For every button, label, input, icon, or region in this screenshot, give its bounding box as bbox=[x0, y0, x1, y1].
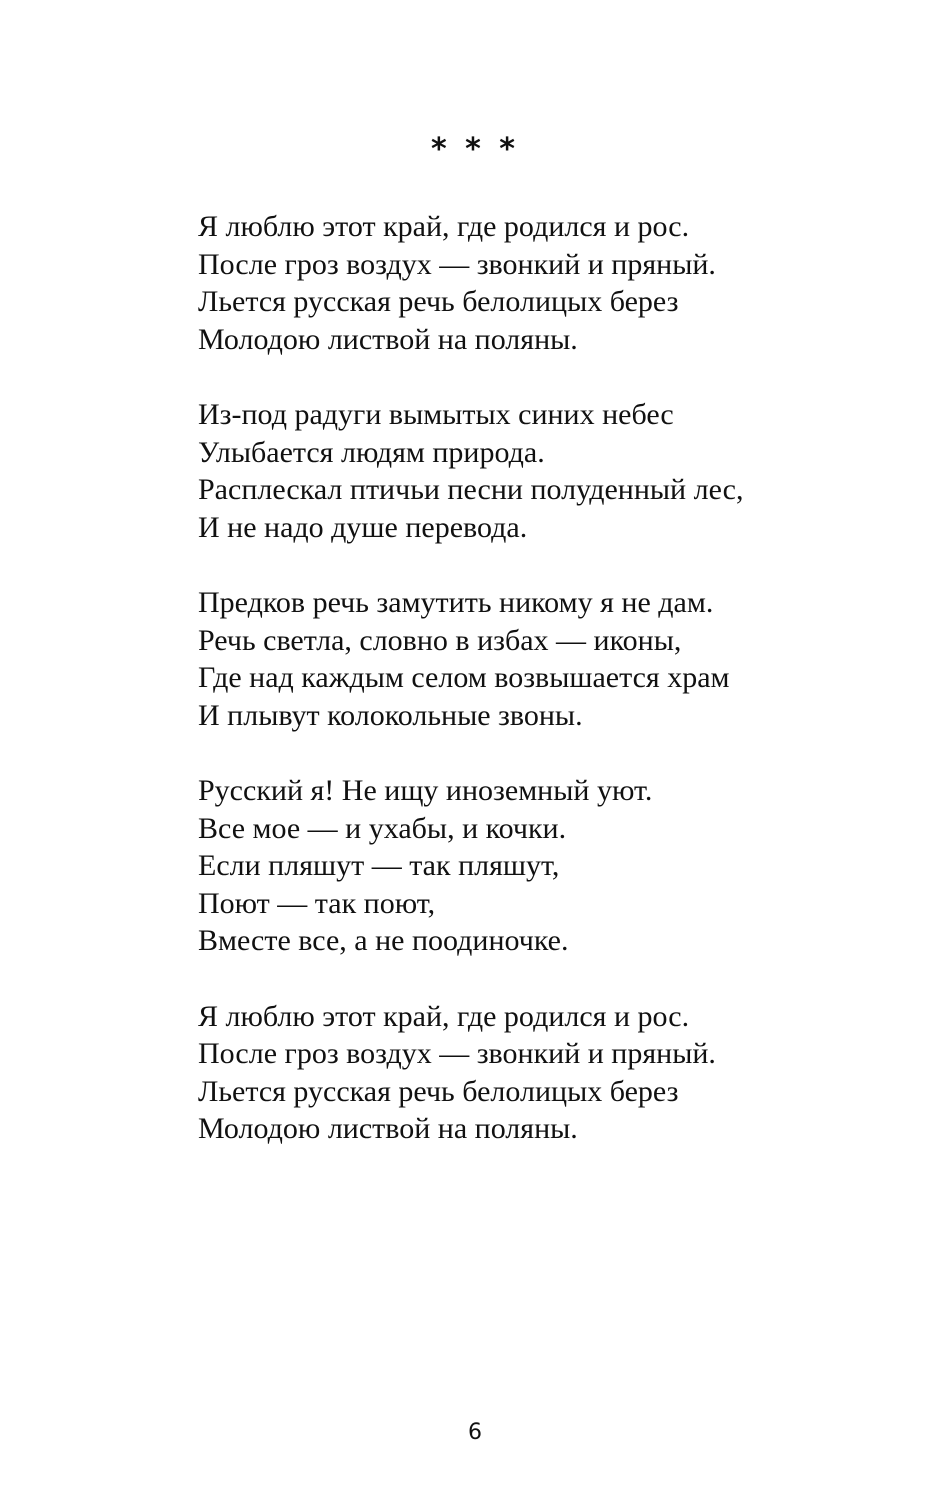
stanza bbox=[198, 208, 918, 358]
poem bbox=[198, 208, 918, 1186]
section-divider: * * * bbox=[431, 132, 519, 167]
poem-line: После гроз воздух — звонкий и пряный. bbox=[198, 247, 716, 281]
poem-line: Молодою листвой на поляны. bbox=[198, 322, 578, 356]
stanza bbox=[198, 584, 918, 734]
poem-line: Расплескал птичьи песни полуденный лес, bbox=[198, 473, 744, 506]
poem-line: И не надо душе перевода. bbox=[198, 510, 528, 544]
poem-line: Из-под радуги вымытых синих небес bbox=[198, 398, 674, 431]
poem-line: Улыбается людям природа. bbox=[198, 435, 545, 469]
poem-line: Вместе все, а не поодиночке. bbox=[198, 924, 569, 957]
poem-line: Молодою листвой на поляны. bbox=[198, 1112, 578, 1145]
poem-line: Русский я! Не ищу иноземный уют. bbox=[198, 774, 653, 807]
page-number: 6 bbox=[468, 1420, 482, 1445]
poem-line: Если пляшут — так пляшут, bbox=[198, 849, 560, 882]
poem-line: Где над каждым селом возвышается храм bbox=[198, 661, 730, 694]
stanza bbox=[198, 998, 918, 1148]
poem-line: Я люблю этот край, где родился и рос. bbox=[198, 999, 690, 1033]
poem-line: Я люблю этот край, где родился и рос. bbox=[198, 210, 690, 243]
poem-line: Льется русская речь белолицых берез bbox=[198, 285, 679, 318]
stanza bbox=[198, 772, 918, 960]
poem-line: И плывут колокольные звоны. bbox=[198, 698, 583, 732]
poem-line: Все мое — и ухабы, и кочки. bbox=[198, 811, 567, 845]
poem-line: Льется русская речь белолицых берез bbox=[198, 1074, 679, 1108]
poem-line: После гроз воздух — звонкий и пряный. bbox=[198, 1037, 716, 1070]
poem-line: Поют — так поют, bbox=[198, 886, 436, 920]
stanza bbox=[198, 396, 918, 546]
poem-line: Речь светла, словно в избах — иконы, bbox=[198, 623, 682, 657]
poem-line: Предков речь замутить никому я не дам. bbox=[198, 586, 714, 619]
